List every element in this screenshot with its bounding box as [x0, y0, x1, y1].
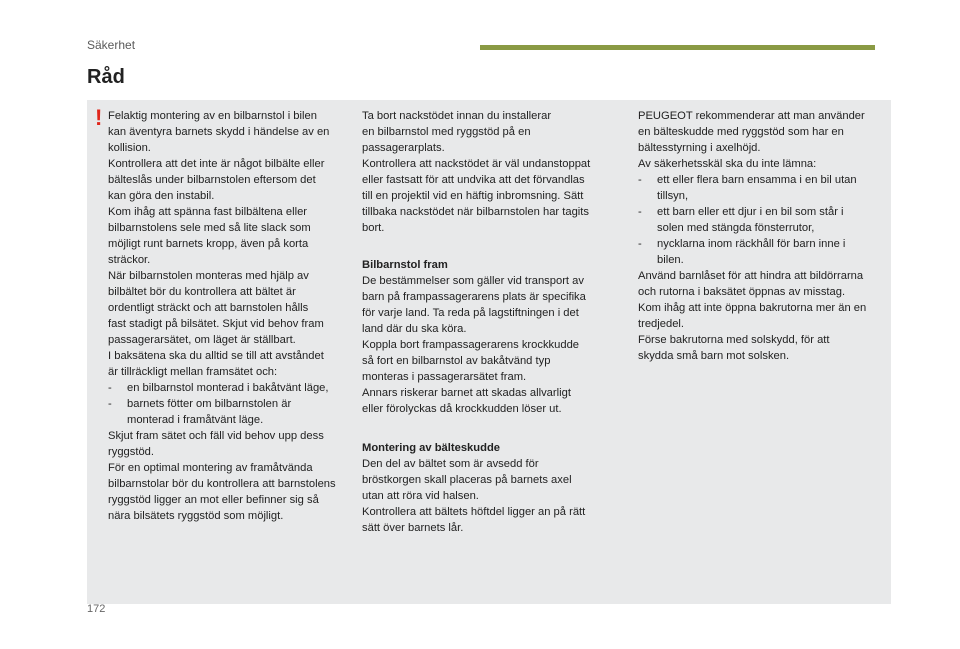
- header-accent-bar: [480, 45, 875, 50]
- text-line: Annars riskerar barnet att skadas allvarligt: [362, 387, 571, 399]
- bullet-item: [108, 380, 356, 396]
- text-line: ryggstöd ligger an mot eller befinner sig så: [108, 494, 319, 506]
- paragraph: [638, 156, 888, 172]
- section-label: Säkerhet: [87, 38, 136, 52]
- text-line: eller fastsatt för att undvika att det förvandlas: [362, 174, 585, 186]
- text-line: ett eller flera barn ensamma i en bil utan: [657, 174, 857, 186]
- text-line: bilen.: [657, 254, 684, 266]
- text-line: för varje land. Ta reda på lagstiftningen i det: [362, 307, 579, 319]
- text-line: Den del av bältet som är avsedd för: [362, 458, 539, 470]
- text-line: bilbarnstolens sele med så lite slack som: [108, 222, 311, 234]
- text-line: Förse bakrutorna med solskydd, för att: [638, 334, 830, 346]
- text-line: och rutorna i baksätet öppnas av misstag.: [638, 286, 846, 298]
- paragraph: [362, 337, 612, 385]
- text-line: bilbarnstolar bör du kontrollera att barnstolens: [108, 478, 336, 490]
- bullet-dash: -: [108, 398, 112, 410]
- paragraph: [108, 268, 356, 348]
- text-line: kollision.: [108, 142, 151, 154]
- paragraph: [108, 348, 356, 380]
- text-line: bort.: [362, 222, 385, 234]
- bullet-dash: -: [638, 206, 642, 218]
- paragraph: [108, 460, 356, 524]
- bullet-list: [108, 380, 356, 428]
- column-right: [638, 108, 888, 364]
- text-line: ordentligt sträckt och att barnstolen hålls: [108, 302, 309, 314]
- bullet-dash: -: [638, 174, 642, 186]
- text-line: en bilbarnstol med ryggstöd på en: [362, 126, 531, 138]
- paragraph: [362, 456, 612, 504]
- page-title: Råd: [87, 66, 125, 88]
- paragraph: [362, 156, 612, 236]
- text-line: Kom ihåg att spänna fast bilbältena eller: [108, 206, 308, 218]
- intro-paragraph: [108, 108, 356, 156]
- bullet-item: [638, 236, 888, 268]
- text-line: fast stadigt på bilsätet. Skjut vid behov fram: [108, 318, 324, 330]
- paragraph: [362, 385, 612, 417]
- text-line: en bälteskudde med ryggstöd som har en: [638, 126, 844, 138]
- text-line: När bilbarnstolen monteras med hjälp av: [108, 270, 309, 282]
- text-line: bältesstyrning i axelhöjd.: [638, 142, 761, 154]
- subheading-front-child-seat: Bilbarnstol fram: [362, 259, 448, 271]
- text-line: Av säkerhetsskäl ska du inte lämna:: [638, 158, 817, 170]
- text-line: nära bilsätets ryggstöd som möjligt.: [108, 510, 284, 522]
- text-line: tredjedel.: [638, 318, 685, 330]
- paragraph: [362, 108, 612, 156]
- text-line: tillsyn,: [657, 190, 689, 202]
- text-line: ryggstöd.: [108, 446, 155, 458]
- text-line: För en optimal montering av framåtvända: [108, 462, 313, 474]
- text-line: Koppla bort frampassagerarens krockkudde: [362, 339, 580, 351]
- text-line: kan göra den instabil.: [108, 190, 215, 202]
- text-line: De bestämmelser som gäller vid transport av: [362, 275, 584, 287]
- exclamation-icon: !: [95, 105, 103, 130]
- text-line: är tillräckligt mellan framsätet och:: [108, 366, 278, 378]
- text-line: passagerarplats.: [362, 142, 445, 154]
- text-line: Kontrollera att det inte är något bilbälte eller: [108, 158, 325, 170]
- text-line: Kontrollera att bältets höftdel ligger an på rätt: [362, 506, 586, 518]
- paragraph: [108, 428, 356, 460]
- text-line: monterad i framåtvänt läge.: [127, 414, 264, 426]
- text-line: I baksätena ska du alltid se till att avståndet: [108, 350, 324, 362]
- text-line: tillbaka nackstödet när bilbarnstolen har tagits: [362, 206, 589, 218]
- bullet-item: [108, 396, 356, 428]
- text-line: bälteslås under bilbarnstolen eftersom det: [108, 174, 316, 186]
- text-line: monteras i passagerarsätet fram.: [362, 371, 527, 383]
- bullet-dash: -: [638, 238, 642, 250]
- paragraph: [638, 300, 888, 332]
- text-line: en bilbarnstol monterad i bakåtvänt läge,: [127, 382, 329, 394]
- text-line: eller förolyckas då krockkudden löser ut.: [362, 403, 562, 415]
- text-line: till en projektil vid en häftig inbromsning. Sätt: [362, 190, 584, 202]
- text-line: så fort en bilbarnstol av bakåtvänd typ: [362, 355, 551, 367]
- paragraph: [362, 504, 612, 536]
- bullet-item: [638, 172, 888, 204]
- paragraph: [108, 156, 356, 204]
- text-line: solen med stängda fönsterrutor,: [657, 222, 815, 234]
- text-line: Felaktig montering av en bilbarnstol i bilen: [108, 110, 317, 122]
- text-line: Kontrollera att nackstödet är väl undanstoppat: [362, 158, 591, 170]
- bullet-list: [638, 172, 888, 268]
- text-line: bröstkorgen skall placeras på barnets axel: [362, 474, 572, 486]
- text-line: bilbältet bör du kontrollera att bältet är: [108, 286, 296, 298]
- text-line: sträckor.: [108, 254, 151, 266]
- text-line: nycklarna inom räckhåll för barn inne i: [657, 238, 846, 250]
- text-line: möjligt runt barnets kropp, även på korta: [108, 238, 309, 250]
- text-line: PEUGEOT rekommenderar att man använder: [638, 110, 865, 122]
- text-line: passagerarsätet, om läget är ställbart.: [108, 334, 296, 346]
- text-line: utan att röra vid halsen.: [362, 490, 479, 502]
- text-line: ett barn eller ett djur i en bil som står i: [657, 206, 844, 218]
- text-line: kan äventyra barnets skydd i händelse av en: [108, 126, 330, 138]
- text-line: Ta bort nackstödet innan du installerar: [362, 110, 552, 122]
- text-line: land där du ska köra.: [362, 323, 467, 335]
- paragraph: [362, 273, 612, 337]
- text-line: Skjut fram sätet och fäll vid behov upp dess: [108, 430, 324, 442]
- text-line: Kom ihåg att inte öppna bakrutorna mer än en: [638, 302, 867, 314]
- text-line: Använd barnlåset för att hindra att bildörrarna: [638, 270, 864, 282]
- bullet-item: [638, 204, 888, 236]
- paragraph: [638, 268, 888, 300]
- paragraph: [108, 204, 356, 268]
- paragraph: [638, 332, 888, 364]
- column-left: [108, 108, 356, 524]
- subheading-booster-cushion: Montering av bälteskudde: [362, 442, 501, 454]
- page-number: 172: [87, 603, 106, 615]
- text-line: barnets fötter om bilbarnstolen är: [127, 398, 292, 410]
- text-line: barn på frampassagerarens plats är specifika: [362, 291, 586, 303]
- bullet-dash: -: [108, 382, 112, 394]
- text-line: skydda små barn mot solsken.: [638, 350, 790, 362]
- column-middle: [362, 108, 612, 536]
- paragraph: [638, 108, 888, 156]
- text-line: sätt över barnets lår.: [362, 522, 464, 534]
